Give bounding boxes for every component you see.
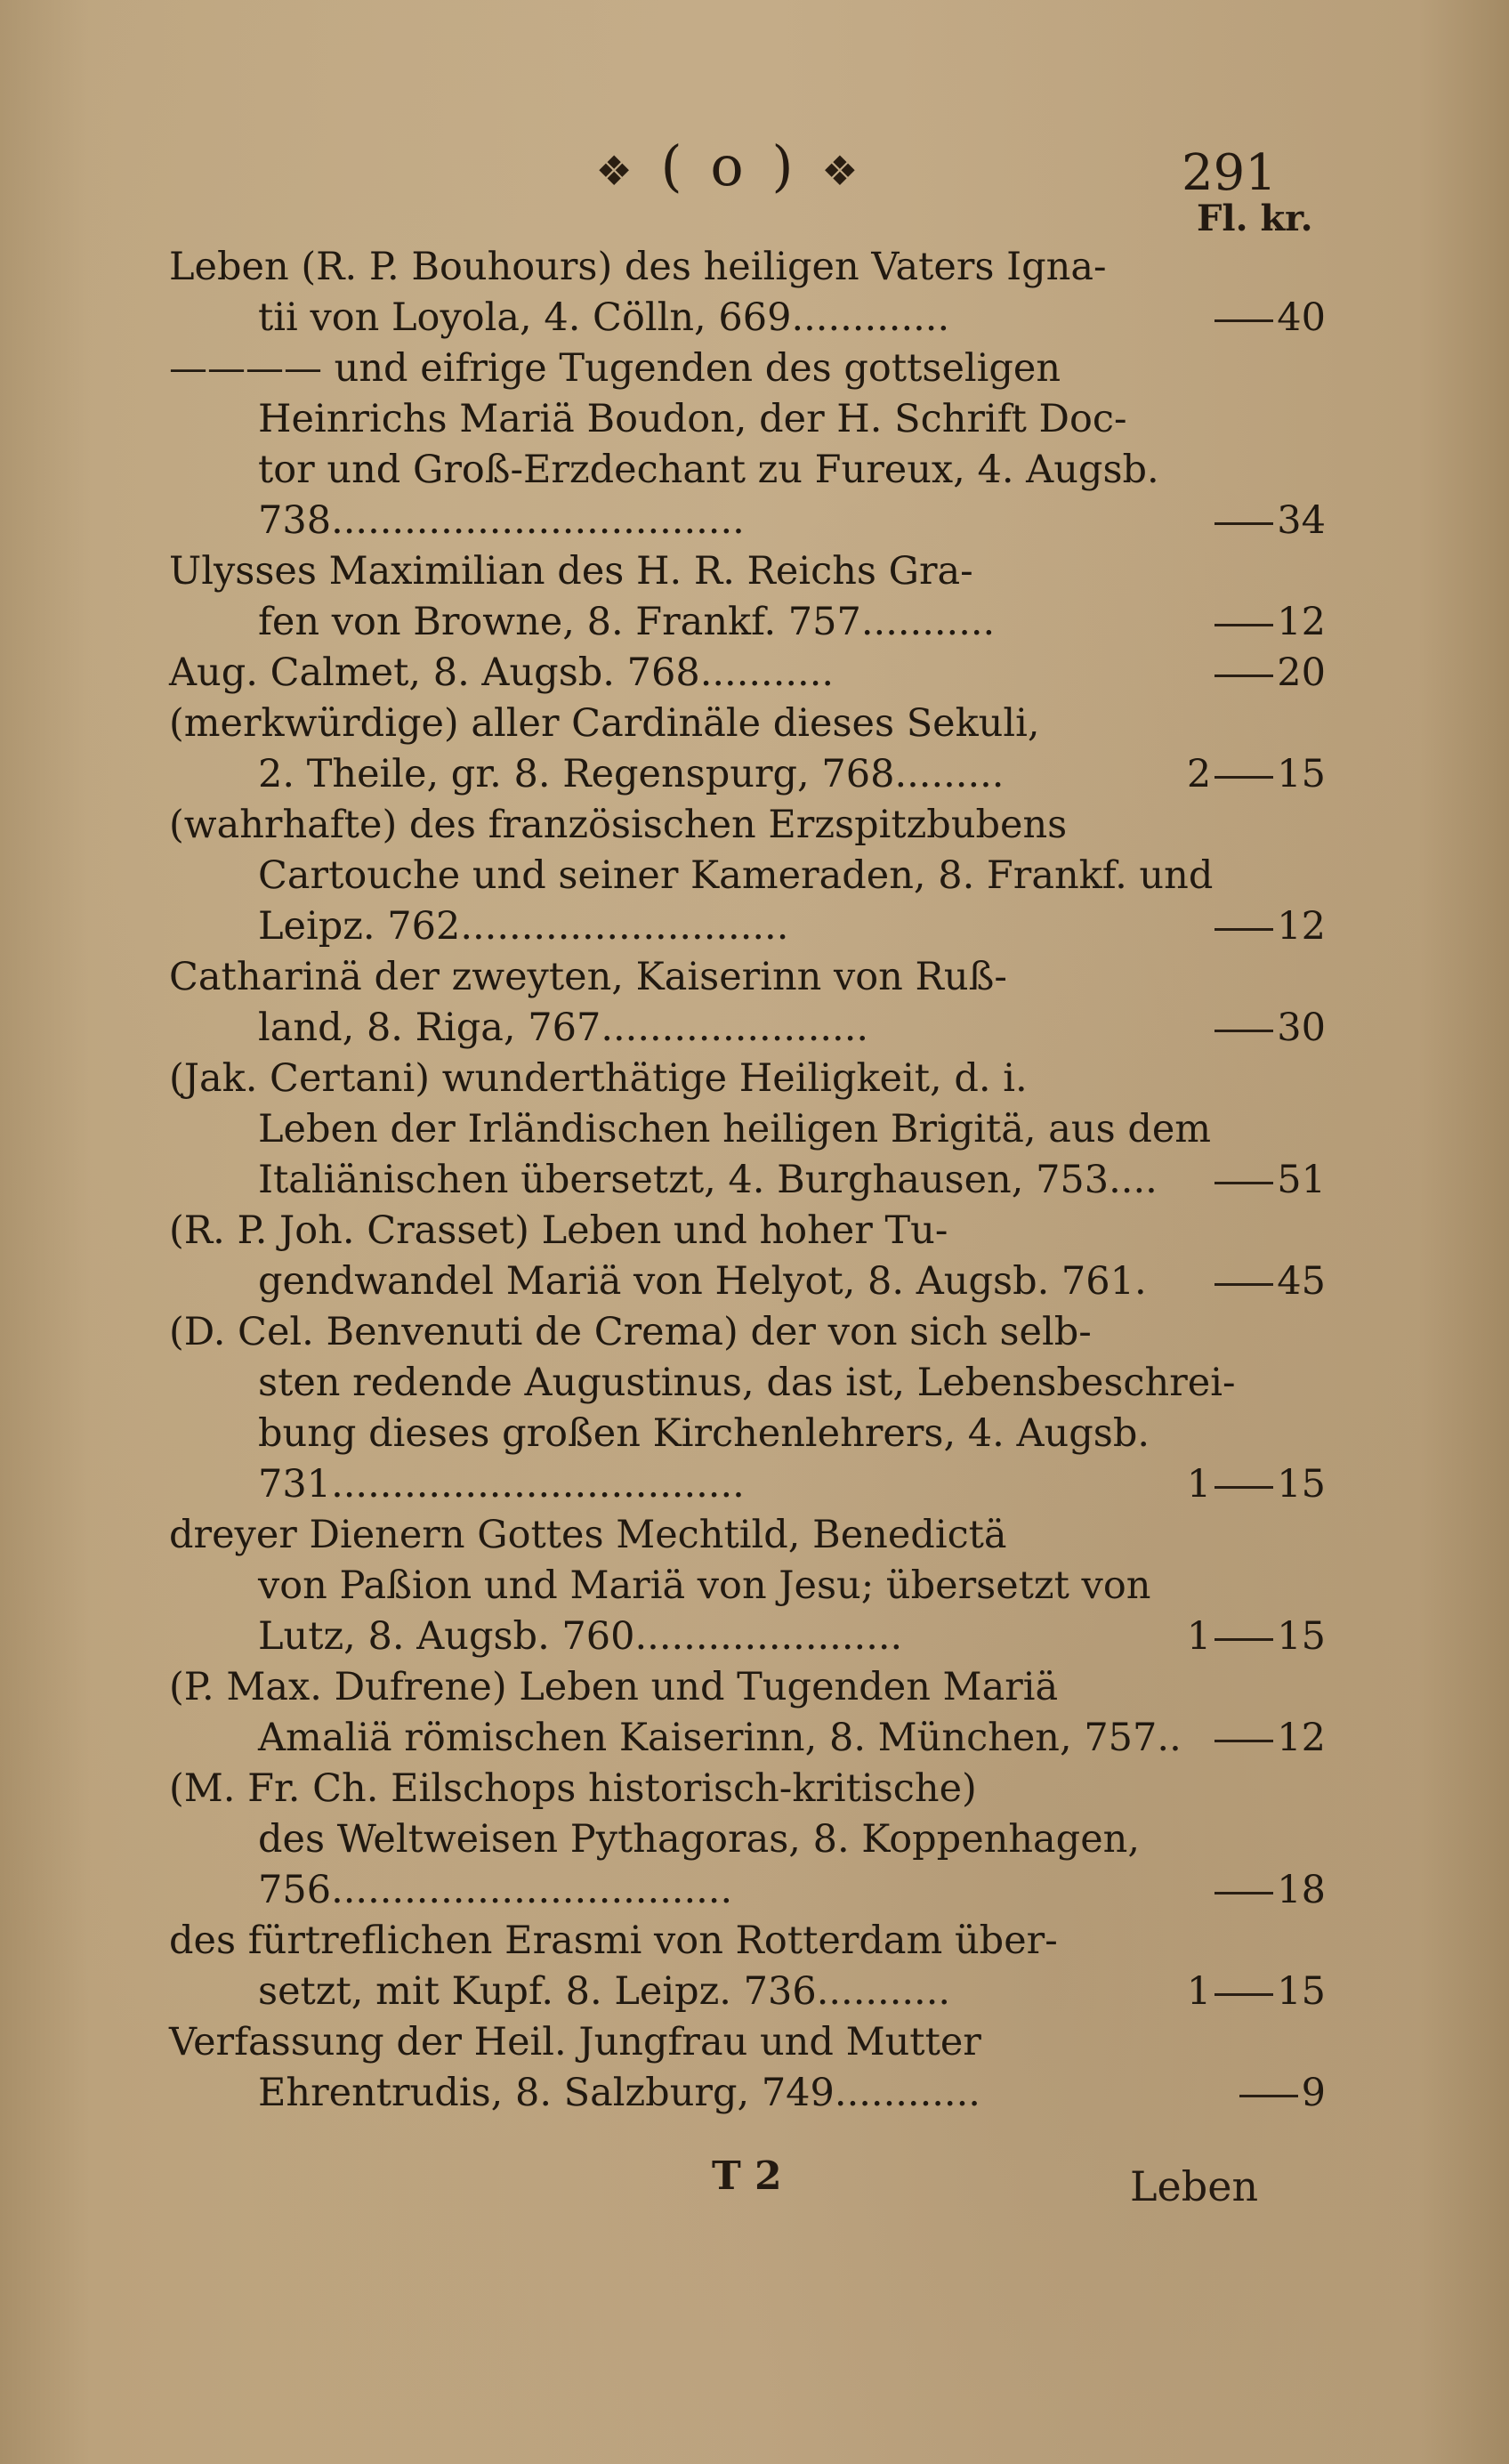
entry-line [169,1054,1326,1104]
entry-price [1211,1256,1326,1307]
entry-text: ———— und eifrige Tugenden des gottseligen [169,346,1061,391]
catchword: Leben [1130,2162,1259,2210]
entry-line [169,1916,1326,1967]
entry-line [169,1104,1326,1155]
entry-line [169,1865,1326,1916]
entry-text: land, 8. Riga, 767...................... [258,1006,869,1050]
price-dash [1214,1182,1273,1184]
entry-text: tii von Loyola, 4. Cölln, 669............. [258,295,950,340]
entry-text: Ulysses Maximilian des H. R. Reichs Gra- [169,549,973,594]
price-kreuzer: 12 [1277,1716,1326,1760]
entry-line [169,1307,1326,1358]
entry-text: 756................................. [258,1868,733,1912]
price-kreuzer: 20 [1277,650,1326,695]
entry-text: Leben (R. P. Bouhours) des heiligen Vaters Igna- [169,245,1107,289]
entry-line [169,1510,1326,1561]
price-kreuzer: 15 [1277,752,1326,796]
entry-line [169,1713,1326,1764]
price-florins: 1 [1186,1462,1212,1507]
entry-line [169,1814,1326,1865]
entry-text: Amaliä römischen Kaiserinn, 8. München, 757.. [258,1716,1182,1760]
entry-text: Italiänischen übersetzt, 4. Burghausen, 753.... [258,1158,1158,1202]
entry-text: Catharinä der zweyten, Kaiserinn von Ruß- [169,955,1007,999]
price-kreuzer: 18 [1277,1868,1326,1912]
entry-text: sten redende Augustinus, das ist, Lebensbeschrei- [258,1361,1236,1405]
entry-text: (D. Cel. Benvenuti de Crema) der von sich selb- [169,1310,1092,1354]
entry-line [169,1409,1326,1459]
price-kreuzer: 34 [1277,498,1326,543]
entry-line [169,1256,1326,1307]
price-florins: 2 [1186,752,1212,796]
entry-line [169,2017,1326,2068]
entry-text: (wahrhafte) des französischen Erzspitzbubens [169,803,1068,847]
ornament-text: ( o ) [660,133,799,198]
price-dash [1214,1892,1273,1894]
entry-text: Lutz, 8. Augsb. 760...................... [258,1614,903,1659]
entry-line [169,800,1326,851]
entry-line [169,394,1326,445]
entry-line [169,1662,1326,1713]
entry-text: Aug. Calmet, 8. Augsb. 768........... [169,650,835,695]
entry-text: tor und Groß-Erzdechant zu Fureux, 4. Augsb. [258,448,1159,492]
entry-text: Cartouche und seiner Kameraden, 8. Frankf. und [258,853,1214,898]
entry-price [1211,1003,1326,1054]
entry-line [169,293,1326,343]
entry-text: des fürtreflichen Erasmi von Rotterdam über- [169,1919,1058,1963]
entry-line [169,952,1326,1003]
price-kreuzer: 9 [1301,2071,1326,2115]
entry-line [169,851,1326,901]
price-kreuzer: 51 [1277,1158,1326,1202]
price-kreuzer: 15 [1277,1614,1326,1659]
price-dash [1214,319,1273,322]
entry-line [169,648,1326,699]
entry-text: fen von Browne, 8. Frankf. 757........... [258,600,996,644]
entry-line [169,1967,1326,2017]
price-dash [1214,522,1273,525]
entry-line [169,1155,1326,1206]
entry-list [169,242,1326,2119]
price-dash [1214,624,1273,626]
signature-mark: T 2 [712,2153,782,2199]
price-dash [1214,1486,1273,1489]
entry-price [1187,1967,1326,2017]
price-kreuzer: 45 [1277,1259,1326,1304]
entry-text: 738.................................. [258,498,745,543]
fleuron-left-icon: ❖ [595,146,638,195]
entry-price [1211,597,1326,648]
entry-price [1187,749,1326,800]
entry-line [169,2068,1326,2119]
entry-text: gendwandel Mariä von Helyot, 8. Augsb. 761. [258,1259,1147,1304]
entry-text: setzt, mit Kupf. 8. Leipz. 736........... [258,1969,951,2014]
entry-line [169,1459,1326,1510]
entry-price [1211,901,1326,952]
entry-line [169,1612,1326,1662]
entry-line [169,496,1326,546]
price-dash [1214,1283,1273,1286]
entry-line [169,242,1326,293]
entry-line [169,1003,1326,1054]
entry-text: (Jak. Certani) wunderthätige Heiligkeit, d. i. [169,1056,1028,1101]
fleuron-right-icon: ❖ [821,146,864,195]
entry-text: (P. Max. Dufrene) Leben und Tugenden Mariä [169,1665,1059,1709]
price-kreuzer: 12 [1277,600,1326,644]
entry-price [1211,1865,1326,1916]
entry-line [169,343,1326,394]
price-dash [1214,776,1273,779]
price-dash [1214,1638,1273,1641]
price-kreuzer: 40 [1277,295,1326,340]
entry-text: (merkwürdige) aller Cardinäle dieses Sekuli, [169,701,1040,746]
entry-line [169,1206,1326,1256]
entry-text: 2. Theile, gr. 8. Regenspurg, 768......... [258,752,1005,796]
entry-price [1211,1713,1326,1764]
price-dash [1214,1740,1273,1742]
entry-line [169,445,1326,496]
entry-text: dreyer Dienern Gottes Mechtild, Benedictä [169,1513,1007,1557]
entry-text: Leipz. 762........................... [258,904,789,949]
price-florins: 1 [1186,1614,1212,1659]
entry-line [169,1764,1326,1814]
price-kreuzer: 30 [1277,1006,1326,1050]
entry-text: von Paßion und Mariä von Jesu; übersetzt von [258,1563,1151,1608]
entry-price [1187,1459,1326,1510]
entry-text: (M. Fr. Ch. Eilschops historisch-kritische) [169,1766,977,1811]
price-dash [1214,928,1273,931]
entry-text: Leben der Irländischen heiligen Brigitä, aus dem [258,1107,1212,1151]
entry-price [1211,1155,1326,1206]
currency-header: Fl. kr. [1197,198,1313,239]
entry-price [1236,2068,1326,2119]
price-dash [1239,2095,1298,2097]
page-number: 291 [1182,144,1277,202]
entry-text: bung dieses großen Kirchenlehrers, 4. Augsb. [258,1411,1150,1456]
price-florins: 1 [1186,1969,1212,2014]
entry-price [1187,1612,1326,1662]
entry-line [169,901,1326,952]
price-dash [1214,675,1273,677]
entry-text: 731.................................. [258,1462,745,1507]
entry-text: Verfassung der Heil. Jungfrau und Mutter [169,2020,981,2064]
price-kreuzer: 15 [1277,1969,1326,2014]
entry-line [169,1561,1326,1612]
entry-line [169,597,1326,648]
price-dash [1214,1030,1273,1032]
entry-line [169,546,1326,597]
entry-line [169,1358,1326,1409]
entry-line [169,699,1326,749]
price-kreuzer: 12 [1277,904,1326,949]
entry-text: Heinrichs Mariä Boudon, der H. Schrift Doc- [258,397,1127,441]
entry-text: (R. P. Joh. Crasset) Leben und hoher Tu- [169,1208,948,1253]
entry-line [169,749,1326,800]
entry-price [1211,648,1326,699]
entry-text: des Weltweisen Pythagoras, 8. Koppenhagen, [258,1817,1141,1862]
header-ornament [525,133,934,198]
price-dash [1214,1993,1273,1996]
entry-text: Ehrentrudis, 8. Salzburg, 749............ [258,2071,980,2115]
entry-price [1211,293,1326,343]
price-kreuzer: 15 [1277,1462,1326,1507]
entry-price [1211,496,1326,546]
